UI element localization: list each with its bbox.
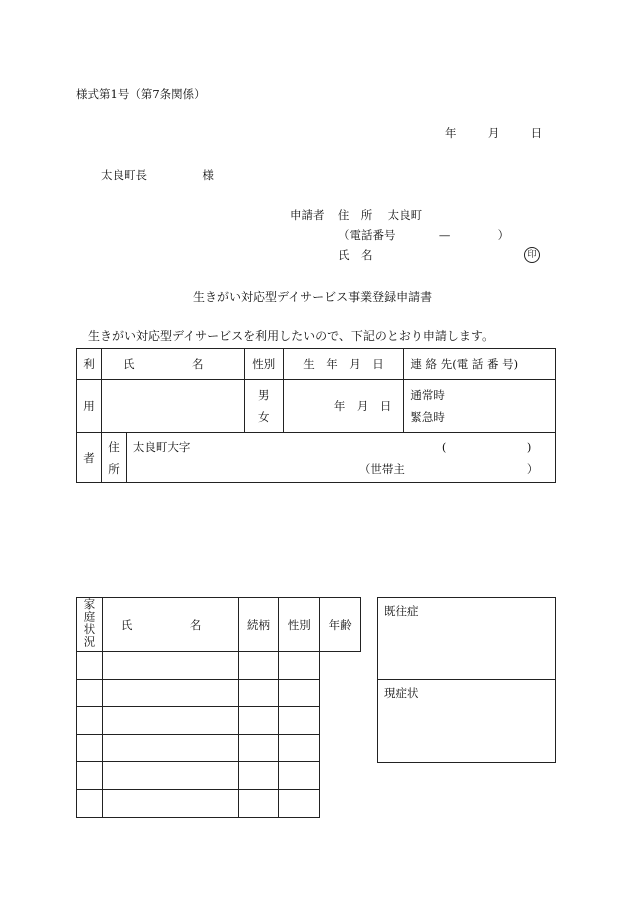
family-row <box>77 652 361 680</box>
family-row <box>77 762 361 790</box>
family-side-label-cell <box>77 598 103 652</box>
user-side-label-3: 者 <box>77 433 102 483</box>
applicant-name-label: 氏 名 <box>338 248 373 262</box>
family-sex-cell[interactable] <box>238 734 279 762</box>
medical-history-box <box>377 597 556 763</box>
user-sex-header: 性別 <box>244 349 283 380</box>
family-age-cell[interactable] <box>279 652 320 680</box>
family-relation-cell[interactable] <box>102 707 238 735</box>
address-paren-open: ( <box>441 439 447 454</box>
user-side-label-1: 利 <box>77 349 102 380</box>
user-name-header: 氏 名 <box>101 349 244 380</box>
seal-icon: 印 <box>524 247 540 263</box>
family-relation-cell[interactable] <box>102 652 238 680</box>
applicant-address-value: 太良町 <box>387 208 423 222</box>
user-sex-cell[interactable] <box>244 380 283 433</box>
applicant-phone-line <box>338 227 509 243</box>
family-row <box>77 734 361 762</box>
applicant-label: 申請者 <box>290 208 325 222</box>
family-row <box>77 679 361 707</box>
family-relation-header: 続柄 <box>238 598 279 652</box>
addressee <box>101 167 214 183</box>
family-row <box>77 707 361 735</box>
past-illness-label: 既往症 <box>384 604 419 618</box>
applicant-phone-close: ） <box>497 228 510 242</box>
date-line <box>445 125 542 141</box>
date-year: 年 <box>445 126 457 140</box>
family-age-cell[interactable] <box>279 734 320 762</box>
address-label-1: 住 <box>108 439 120 454</box>
user-table <box>76 348 556 483</box>
applicant-phone-dash: — <box>438 228 451 242</box>
address-label-2: 所 <box>108 461 120 476</box>
family-side-label: 家庭状況 <box>82 598 97 648</box>
family-sex-cell[interactable] <box>238 707 279 735</box>
family-age-header: 年齢 <box>320 598 361 652</box>
family-name-cell[interactable] <box>77 679 103 707</box>
user-name-cell[interactable] <box>101 380 244 433</box>
family-sex-cell[interactable] <box>238 652 279 680</box>
household-head-label: （世帯主 <box>358 461 405 476</box>
form-number: 様式第1号（第7条関係） <box>76 87 206 101</box>
family-name-header: 氏 名 <box>102 598 238 652</box>
family-sex-header: 性別 <box>279 598 320 652</box>
user-address-label <box>101 433 126 483</box>
family-age-cell[interactable] <box>279 679 320 707</box>
family-sex-cell[interactable] <box>238 762 279 790</box>
current-condition-cell[interactable] <box>378 680 556 763</box>
addressee-honorific: 様 <box>202 168 214 182</box>
intro-text: 生きがい対応型デイサービスを利用したいので、下記のとおり申請します。 <box>88 329 494 343</box>
applicant-address-line <box>290 207 422 223</box>
user-birth-cell[interactable]: 年 月 日 <box>283 380 404 433</box>
family-age-cell[interactable] <box>279 762 320 790</box>
family-relation-cell[interactable] <box>102 734 238 762</box>
family-relation-cell[interactable] <box>102 762 238 790</box>
user-address-cell[interactable] <box>126 433 555 483</box>
applicant-address-label: 住 所 <box>337 208 373 222</box>
date-day: 日 <box>530 126 543 140</box>
family-row <box>77 789 361 817</box>
family-table <box>76 597 361 818</box>
user-contact-cell[interactable] <box>404 380 556 433</box>
sex-male-option[interactable]: 男 <box>257 388 270 402</box>
applicant-phone-label: （電話番号 <box>338 228 396 242</box>
user-birth-header: 生 年 月 日 <box>283 349 404 380</box>
addressee-name: 太良町長 <box>101 168 147 182</box>
form-title: 生きがい対応型デイサービス事業登録申請書 <box>193 290 433 304</box>
family-name-cell[interactable] <box>77 789 103 817</box>
family-name-cell[interactable] <box>77 707 103 735</box>
contact-normal-label: 通常時 <box>410 388 445 402</box>
past-illness-cell[interactable] <box>378 598 556 680</box>
family-sex-cell[interactable] <box>238 789 279 817</box>
address-paren-close: ) <box>526 439 532 454</box>
user-address-value: 太良町大字 <box>132 439 191 454</box>
sex-female-option[interactable]: 女 <box>257 410 270 424</box>
date-month: 月 <box>487 126 500 140</box>
user-contact-header: 連 絡 先(電 話 番 号) <box>404 349 556 380</box>
family-name-cell[interactable] <box>77 762 103 790</box>
family-relation-cell[interactable] <box>102 789 238 817</box>
household-close: ） <box>526 461 539 476</box>
contact-emergency-label: 緊急時 <box>410 410 445 424</box>
seal-mark <box>524 246 540 263</box>
family-age-cell[interactable] <box>279 789 320 817</box>
family-name-cell[interactable] <box>77 652 103 680</box>
current-condition-label: 現症状 <box>384 686 419 700</box>
family-relation-cell[interactable] <box>102 679 238 707</box>
family-age-cell[interactable] <box>279 707 320 735</box>
family-sex-cell[interactable] <box>238 679 279 707</box>
user-side-label-2: 用 <box>77 380 102 433</box>
family-name-cell[interactable] <box>77 734 103 762</box>
